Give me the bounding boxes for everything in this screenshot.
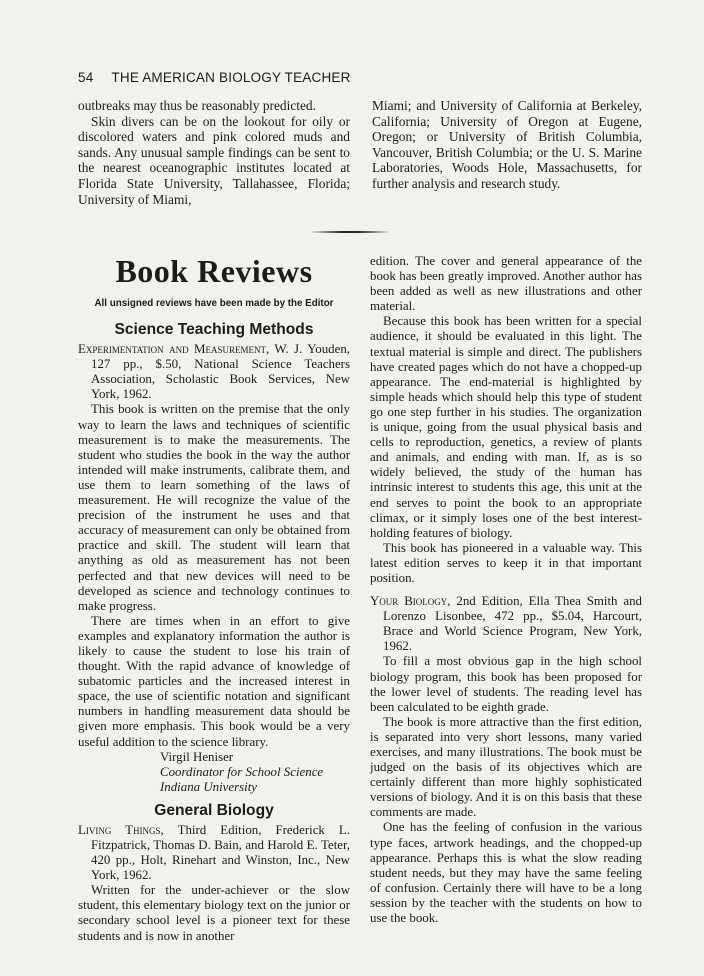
review-paragraph: Written for the under-achiever or the slow student, this elementary biology text on the junior or secondary school level is a pioneer text for these students and is now in another xyxy=(78,883,350,943)
citation-details: W. J. Youden, 127 pp., $.50, National Science Teachers Association, Scholastic Book Services, New York, 1962. xyxy=(91,342,350,402)
signature-title xyxy=(78,765,350,780)
paragraph: Miami; and University of California at Berkeley, California; University of Oregon at Eugene, Oregon; or University of British Columbia, Vancouver, British Columbia; or the U. S. Marine Laboratories, Woods Hole, Massachusetts, for further analysis and research study. xyxy=(372,98,642,191)
paragraph: Skin divers can be on the lookout for oily or discolored waters and pink colored muds and sands. Any unusual sample findings can be sent to the nearest oceanographic institutes located at Florida State University, Tallahassee, Florida; University of Miami, xyxy=(78,113,350,207)
signature-org-text: Indiana University xyxy=(160,779,258,794)
top-left-column xyxy=(78,98,350,207)
book-citation xyxy=(78,823,350,883)
book-title: Your Biology, xyxy=(370,594,451,609)
review-paragraph-continued: edition. The cover and general appearance of the book has been greatly improved. Another author has been added as well as new illustrations and other material. xyxy=(370,254,642,314)
section-divider xyxy=(312,231,388,233)
page-number: 54 xyxy=(78,70,94,85)
signature-name: Virgil Heniser xyxy=(160,749,234,764)
section-heading-general-biology: General Biology xyxy=(154,801,274,819)
review-paragraph: The book is more attractive than the first edition, is separated into very short lessons, many varied exercises, and many illustrations. The book must be judged on the basis of its objectives which are certainly different than more highly sophisticated versions of biology. And it is on this basis that these comments are made. xyxy=(370,714,642,820)
top-right-column xyxy=(372,98,642,192)
reviews-left-column xyxy=(78,254,350,944)
book-citation xyxy=(370,594,642,654)
review-paragraph: There are times when in an effort to give examples and explanatory information the author is likely to cause the student to lose his train of thought. With the rapid advance of knowledge of subatomic particles and the increased interest in space, the use of scientific notation and significant numbers in handling measurement data should be given more emphasis. This book would be a very useful addition to the science library. xyxy=(78,613,350,749)
section-heading-science-teaching: Science Teaching Methods xyxy=(114,321,314,339)
review-paragraph: This book is written on the premise that the only way to learn the laws and techniques of scientific measurement is to make the measurements. The student who studies the book in the way the author intended will make instruments, calibrate them, and use them to learn something of the laws of measurement. He will recognize the value of the precision of the instrument he uses and that accuracy of measurement can only be obtained from practice and skill. The student will learn that anything as old as measurement has not been perfected and that new devices will need to be developed as science and technology continues to make progress. xyxy=(78,402,350,613)
citation-details: 2nd Edition, Ella Thea Smith and Lorenzo Lisonbee, 472 pp., $5.04, Harcourt, Brace and World Science Program, New York, 1962. xyxy=(383,594,642,654)
running-header xyxy=(78,70,351,85)
spacer xyxy=(370,586,642,594)
book-title: Experimentation and Measurement, xyxy=(78,342,270,357)
review-paragraph: This book has pioneered in a valuable way. This latest edition serves to keep it in that important position. xyxy=(370,540,642,585)
editor-note: All unsigned reviews have been made by the Editor xyxy=(94,298,334,309)
citation-details: Third Edition, Frederick L. Fitzpatrick, Thomas D. Bain, and Harold E. Teter, 420 pp., Holt, Rinehart and Winston, Inc., New York, 1962. xyxy=(91,822,350,883)
reviews-right-column xyxy=(370,254,642,926)
journal-title: THE AMERICAN BIOLOGY TEACHER xyxy=(111,70,351,85)
review-paragraph: Because this book has been written for a special audience, it should be evaluated in this light. The textual material is simple and direct. The publishers have created pages which do not have a chopped-up appearance. The end-material is highlighted by simple heads which should help this type of student go one step further in his studies. The organization is unique, going from the usual physical basis and cells to reproduction, genetics, a review of plants and animals, and ending with man. If, as is so widely believed, the study of the human has intrinsic interest to students this age, this unit at the end serves to point the book to an appropriate climax, or it simply loses one of the best interest-holding features of biology. xyxy=(370,314,642,540)
book-title: Living Things, xyxy=(78,822,164,837)
review-paragraph: To fill a most obvious gap in the high school biology program, this book has been proposed for the lower level of students. The reading level has been calculated to be eighth grade. xyxy=(370,654,642,714)
book-citation xyxy=(78,342,350,402)
signature-org xyxy=(78,780,350,795)
signature-title-text: Coordinator for School Science xyxy=(160,764,324,779)
paragraph: outbreaks may thus be reasonably predicted. xyxy=(78,98,316,113)
book-reviews-title: Book Reviews xyxy=(115,253,313,289)
review-paragraph: One has the feeling of confusion in the various type faces, artwork headings, and the chopped-up appearance. Perhaps this is what the slow reading student needs, but they may have the same feeling of confusion. Certainly there will have to be a long session by the teacher with the students on how to use the book. xyxy=(370,820,642,926)
